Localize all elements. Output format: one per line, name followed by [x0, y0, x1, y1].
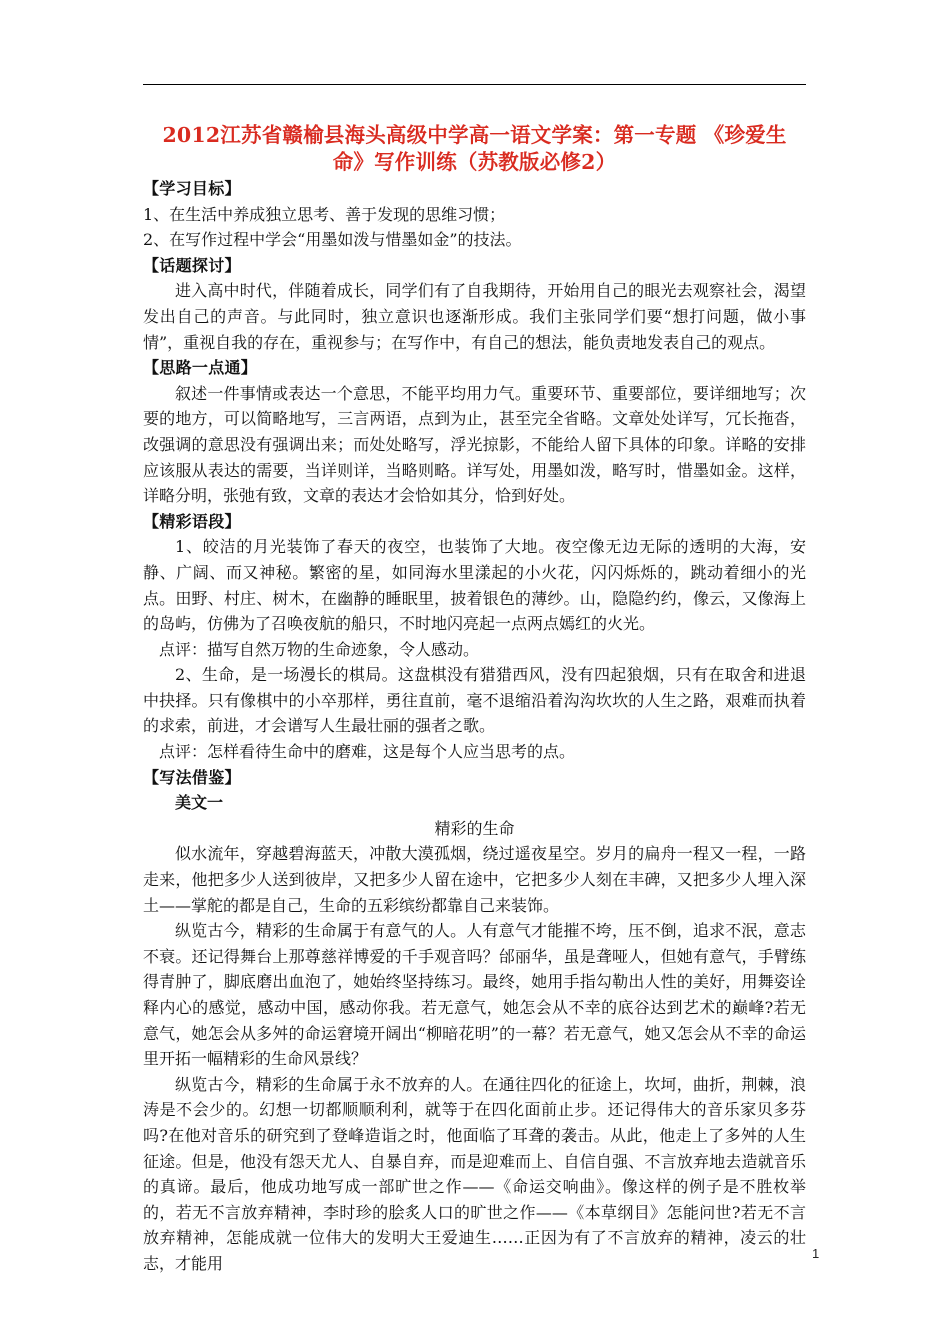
essay-title: 精彩的生命	[434, 818, 515, 838]
model-subheading: 美文一	[175, 793, 224, 813]
section-heading-excerpts: 【精彩语段】	[143, 511, 241, 531]
thinking-paragraph: 叙述一件事情或表达一个意思，不能平均用力气。重要环节、重要部位，要详细地写；次要的地方，可以简略地写，三言两语，点到为止，甚至完全省略。文章处处详写，冗长拖沓，改强调的意思没有强调出来；而处处略写，浮光掠影，不能给人留下具体的印象。详略的安排应该服从表达的需要，当详则详，当略则略。详写处，用墨如泼，略写时，惜墨如金。这样，详略分明，张弛有致，文章的表达才会恰如其分，恰到好处。	[143, 383, 806, 506]
section-heading-goals: 【学习目标】	[143, 179, 241, 198]
essay-paragraph-3: 纵览古今，精彩的生命属于永不放弃的人。在通往四化的征途上，坎坷，曲折，荆棘，浪涛是不会少的。幻想一切都顺顺利利，就等于在四化面前止步。还记得伟大的音乐家贝多芬吗?在他对音乐的研究到了登峰造诣之时，他面临了耳聋的袭击。从此，他走上了多舛的人生征途。但是，他没有怨天尤人、自暴自弃，而是迎难而上、自信自强、不言放弃地去造就音乐的真谛。最后，他成功地写成一部旷世之作——《命运交响曲》。像这样的例子是不胜枚举的，若无不言放弃精神，李时珍的脍炙人口的旷世之作——《本草纲目》怎能问世?若无不言放弃精神，怎能成就一位伟大的发明大王爱迪生……正因为有了不言放弃的精神，凌云的壮志，才能用	[143, 1074, 806, 1273]
excerpt-1: 1、皎洁的月光装饰了春天的夜空，也装饰了大地。夜空像无边无际的透明的大海，安静、广阔、而又神秘。繁密的星，如同海水里漾起的小火花，闪闪烁烁的，跳动着细小的光点。田野、村庄、树木，在幽静的睡眠里，披着银色的薄纱。山，隐隐约约，像云，又像海上的岛屿，仿佛为了召唤夜航的船只，不时地闪亮起一点两点嫣红的火光。	[143, 537, 806, 634]
essay-paragraph-2: 纵览古今，精彩的生命属于有意气的人。人有意气才能摧不垮，压不倒，追求不泯，意志不衰。还记得舞台上那尊慈祥博爱的千手观音吗？邰丽华，虽是聋哑人，但她有意气，手臂练得青肿了，脚底磨出血泡了，她始终坚持练习。最终，她用手指勾勒出人性的美好，用舞姿诠释内心的感觉，感动中国，感动你我。若无意气，她怎会从不幸的底谷达到艺术的巅峰?若无意气，她怎会从多舛的命运窘境开阔出“柳暗花明”的一幕？若无意气，她又怎会从不幸的命运里开拓一幅精彩的生命风景线？	[143, 921, 806, 1069]
header-rule	[143, 84, 806, 85]
title-line-2: 命》写作训练（苏教版必修2）	[332, 150, 617, 174]
document-title	[143, 122, 806, 176]
section-heading-thinking: 【思路一点通】	[143, 358, 258, 378]
document-body	[143, 176, 806, 1277]
section-heading-topic: 【话题探讨】	[143, 255, 241, 275]
goal-item-2: 2、在写作过程中学会“用墨如泼与惜墨如金”的技法。	[143, 230, 522, 250]
topic-paragraph: 进入高中时代，伴随着成长，同学们有了自我期待，开始用自己的眼光去观察社会，渴望发出自己的声音。与此同时，独立意识也逐渐形成。我们主张同学们要“想打问题，做小事情”，重视自我的存在，重视参与；在写作中，有自己的想法，能负责地发表自己的观点。	[143, 281, 806, 352]
excerpt-2-comment: 点评：怎样看待生命中的磨难，这是每个人应当思考的点。	[159, 742, 576, 762]
excerpt-2: 2、生命，是一场漫长的棋局。这盘棋没有猎猎西风，没有四起狼烟，只有在取舍和进退中抉择。只有像棋中的小卒那样，勇往直前，毫不退缩沿着沟沟坎坎的人生之路，艰难而执着的求索，前进，才会谱写人生最壮丽的强者之歌。	[143, 665, 806, 736]
goal-item-1: 1、在生活中养成独立思考、善于发现的思维习惯；	[143, 204, 506, 224]
section-heading-model: 【写法借鉴】	[143, 767, 241, 787]
excerpt-1-comment: 点评：描写自然万物的生命迹象，令人感动。	[159, 639, 480, 659]
title-line-1: 2012江苏省赣榆县海头高级中学高一语文学案：第一专题 《珍爱生	[162, 123, 787, 147]
essay-paragraph-1: 似水流年，穿越碧海蓝天，冲散大漠孤烟，绕过遥夜星空。岁月的扁舟一程又一程，一路走来，他把多少人送到彼岸，又把多少人留在途中，它把多少人刻在丰碑，又把多少人埋入深土——掌舵的都是自己，生命的五彩缤纷都靠自己来装饰。	[143, 844, 806, 915]
page-number: 1	[812, 1246, 820, 1261]
